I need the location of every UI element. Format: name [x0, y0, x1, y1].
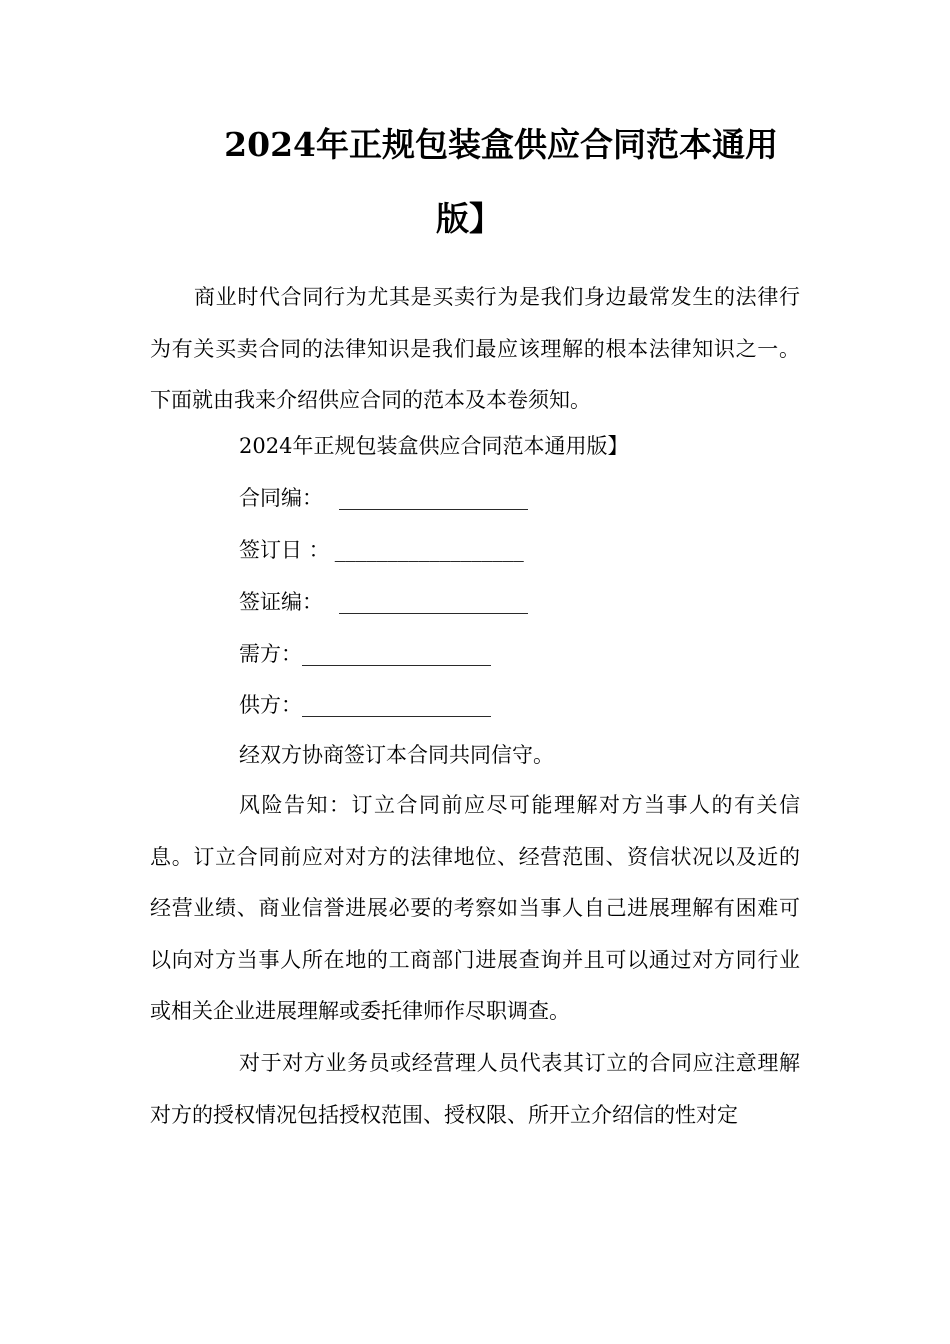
- field-label: 签证编：: [239, 590, 323, 614]
- document-title-line2: [150, 199, 800, 238]
- risk-notice-paragraph: 风险告知：订立合同前应尽可能理解对方当事人的有关信息。订立合同前应对对方的法律地位、经营范围、资信状况以及近的经营业绩、商业信誉进展必要的考察如当事人自己进展理解有困难可以向对方当事人所在地的工商部门进展查询并且可以通过对方同行业或相关企业进展理解或委托律师作尽职调查。: [150, 793, 800, 1024]
- field-contract-number: [239, 483, 528, 513]
- field-supplier: [239, 690, 491, 720]
- field-buyer: [239, 639, 491, 669]
- field-label: 签订日 ：: [239, 538, 330, 562]
- document-title-line1: 2024年正规包装盒供应合同范本通用: [224, 125, 778, 164]
- fill-blank: __________________: [339, 590, 528, 614]
- authorization-notice-paragraph: 对于对方业务员或经营理人员代表其订立的合同应注意理解对方的授权情况包括授权范围、授权限、所开立介绍信的性对定: [150, 1051, 800, 1127]
- field-label: 需方：: [239, 642, 302, 666]
- fill-blank: __________________: [339, 486, 528, 510]
- contract-subtitle: 2024年正规包装盒供应合同范本通用版】: [239, 434, 629, 458]
- agreement-statement: 经双方协商签订本合同共同信守。: [239, 743, 554, 767]
- field-label: 合同编：: [239, 486, 323, 510]
- field-sign-date: [239, 535, 524, 565]
- fill-blank: __________________: [302, 642, 491, 666]
- field-label: 供方：: [239, 693, 302, 717]
- field-visa-number: [239, 587, 528, 617]
- intro-paragraph: 商业时代合同行为尤其是买卖行为是我们身边最常发生的法律行为有关买卖合同的法律知识是我们最应该理解的根本法律知识之一。下面就由我来介绍供应合同的范本及本卷须知。: [150, 285, 800, 413]
- fill-blank: __________________: [302, 693, 491, 717]
- document-title-line2-text: 版】: [436, 199, 502, 238]
- fill-blank: __________________: [334, 538, 524, 562]
